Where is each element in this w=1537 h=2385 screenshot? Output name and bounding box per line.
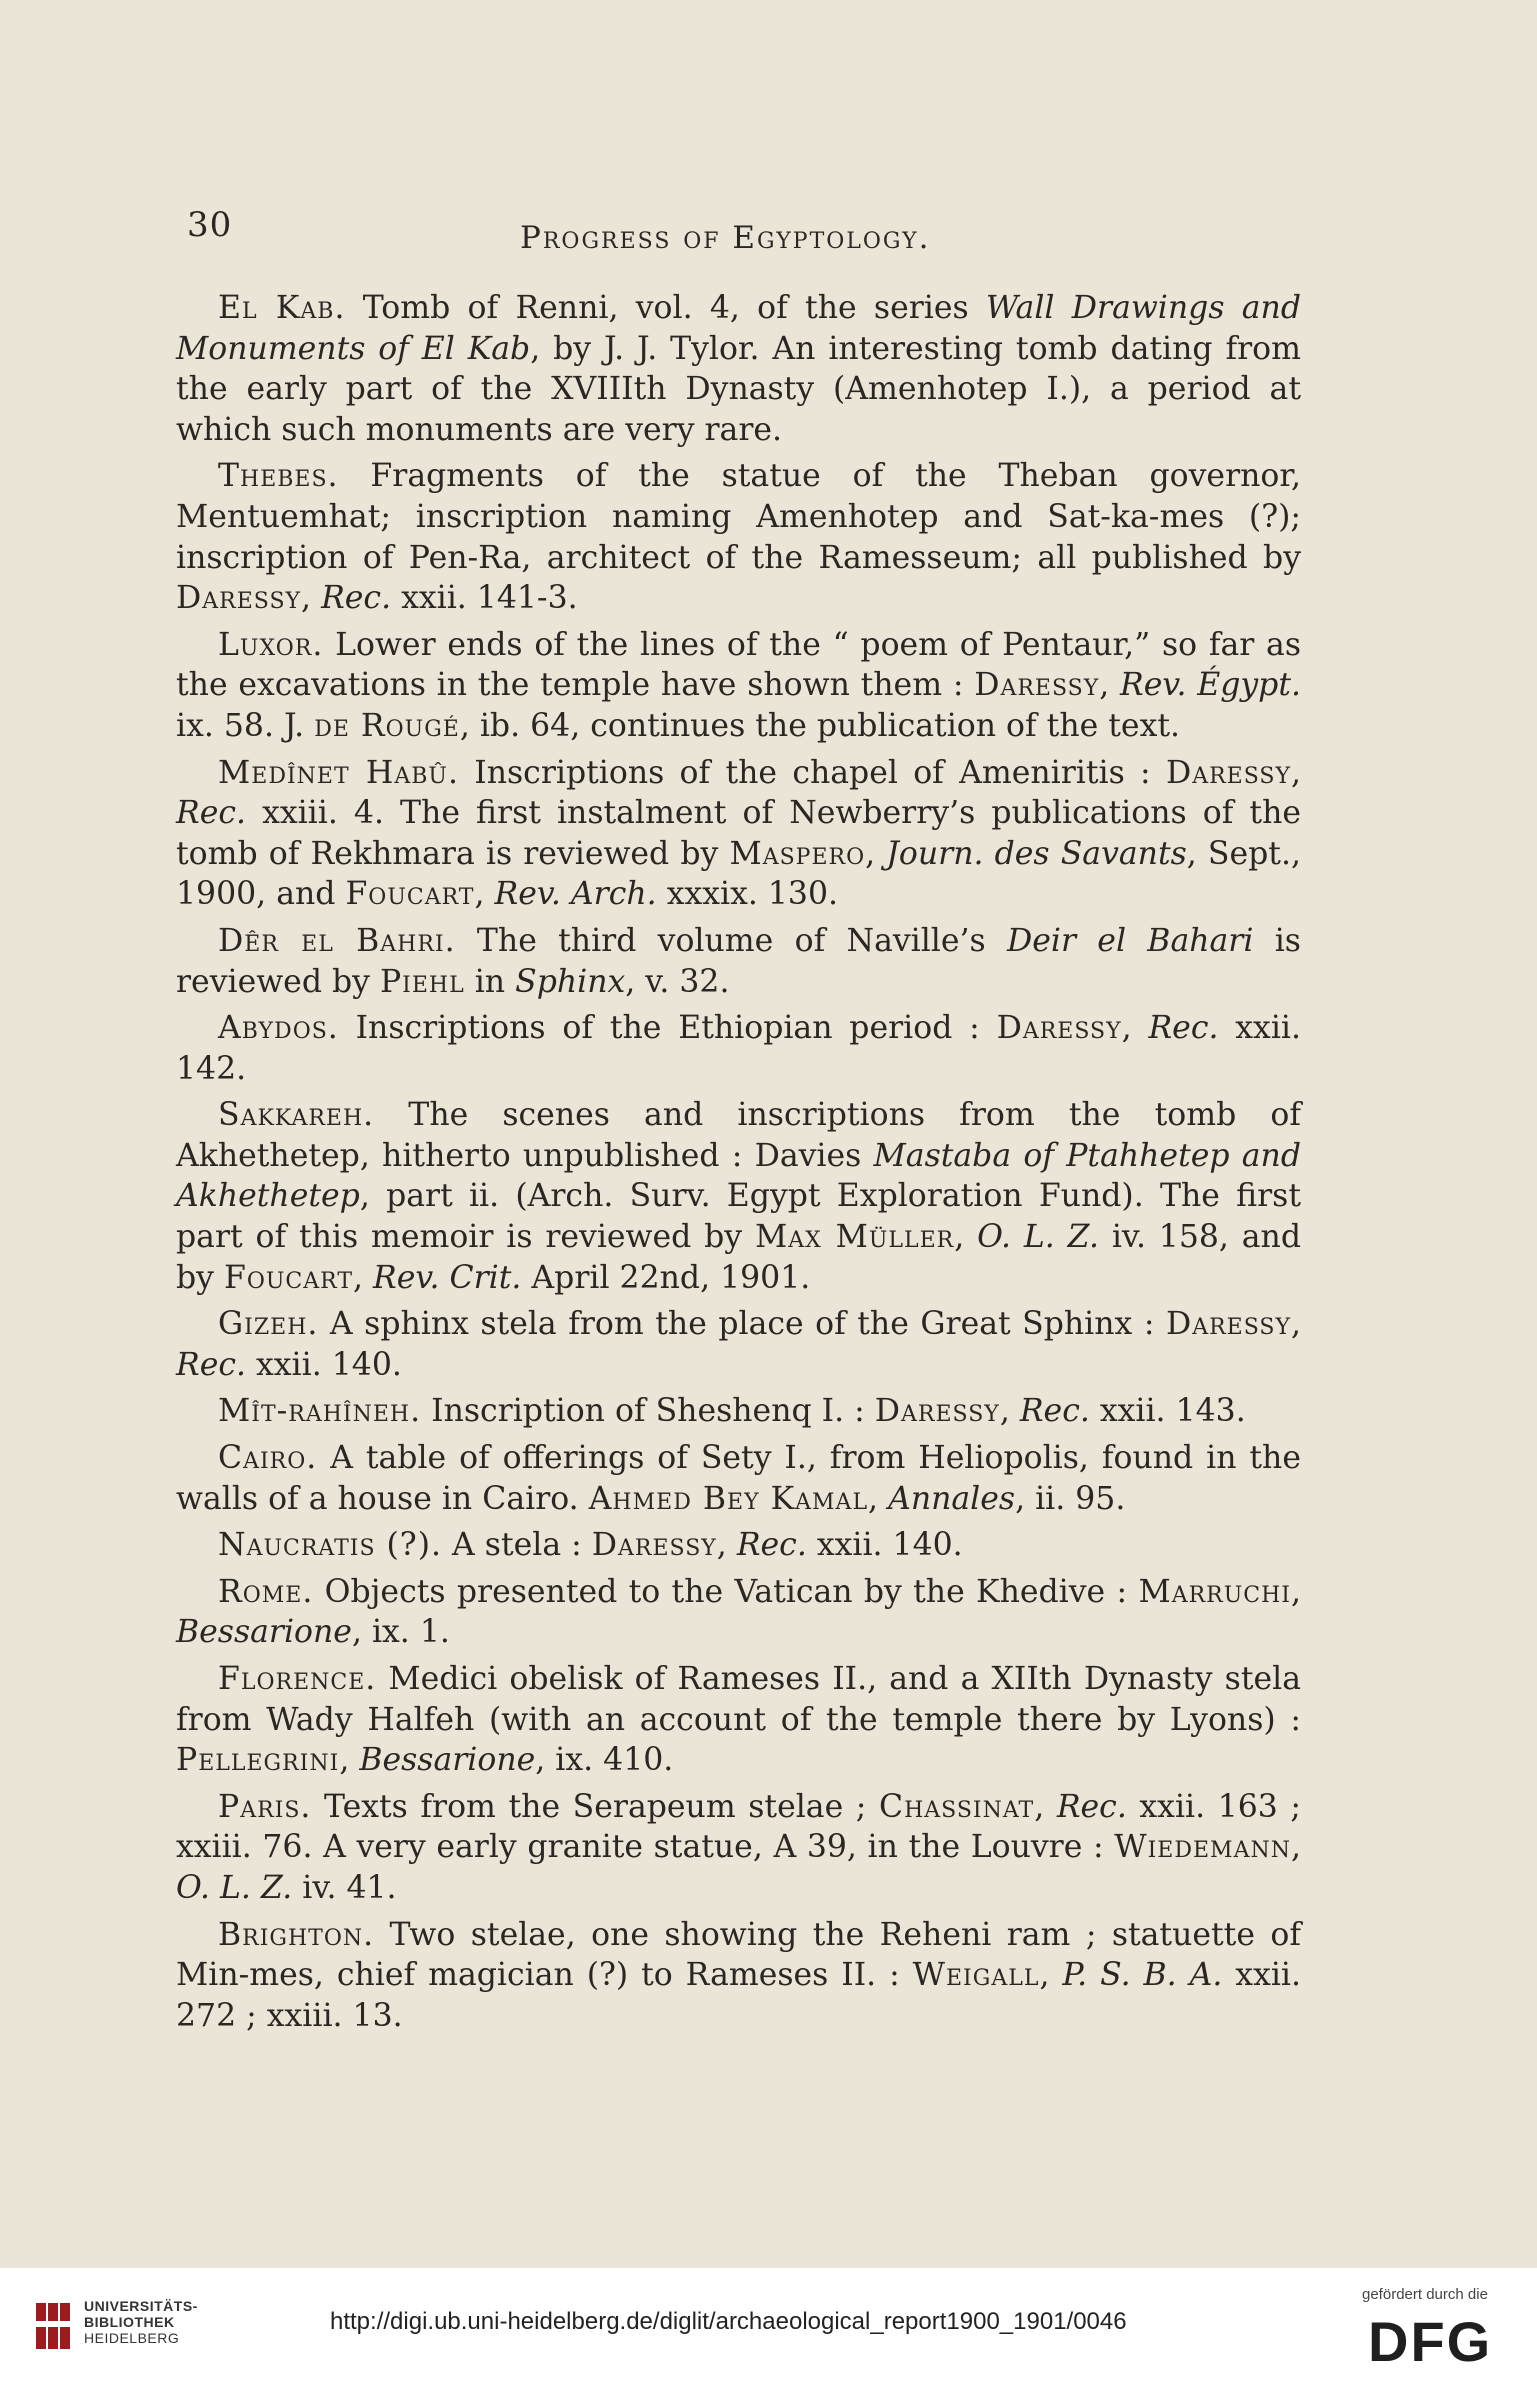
- entry-text: xxii. 140.: [246, 1346, 402, 1383]
- author-name: Daressy: [974, 667, 1100, 704]
- entry-text: , Sept., 1900, and: [176, 835, 1301, 913]
- entry-text: Texts from the Serapeum stelae ;: [311, 1788, 879, 1825]
- entry-text: xxxix. 130.: [656, 876, 838, 913]
- place-heading: Rome.: [218, 1573, 314, 1610]
- entry-text: ,: [999, 1393, 1020, 1430]
- entry-text: ,: [1290, 1306, 1301, 1343]
- entry-text: Lower ends of the lines of the “ poem of Pentaur,” so far as the excavations in the temple have shown them :: [176, 626, 1301, 704]
- author-name: Daressy: [1165, 1306, 1291, 1343]
- entry-text: xxii. 141-3.: [391, 580, 578, 617]
- entry-text: Objects presented to the Vatican by the Khedive :: [313, 1573, 1139, 1610]
- entry-text: Inscriptions of the chapel of Ameniritis :: [459, 754, 1166, 791]
- author-name: Weigall: [912, 1957, 1040, 1994]
- entry-text: ,: [353, 1259, 374, 1296]
- entry-paragraph: [176, 1659, 1301, 1781]
- library-line-2: BIBLIOTHEK: [84, 2314, 175, 2330]
- entry-text: ,: [865, 835, 887, 872]
- place-heading: Thebes.: [218, 458, 339, 495]
- entry-text: ,: [301, 580, 322, 617]
- author-name: Pellegrini: [176, 1742, 340, 1779]
- place-heading: Abydos.: [218, 1010, 339, 1047]
- publication-title: Deir el Bahari: [1006, 922, 1254, 959]
- dfg-logo: DFG: [1368, 2310, 1493, 2373]
- entry-text: ,: [1034, 1788, 1057, 1825]
- author-name: Daressy: [176, 580, 302, 617]
- source-url-link[interactable]: http://digi.ub.uni-heidelberg.de/diglit/archaeological_report1900_1901/0046: [330, 2308, 1127, 2335]
- entry-text: Fragments of the statue of the Theban governor, Mentuemhat; inscription naming Amenhotep and Sat-ka-mes (?); inscription of Pen-Ra, architect of the Ramesseum; all published by: [176, 458, 1301, 576]
- publication-title: O. L. Z.: [977, 1219, 1099, 1256]
- funder-caption: gefördert durch die: [1362, 2286, 1488, 2303]
- publication-title: Wall Drawings and Monuments of El Kab: [176, 290, 1301, 367]
- entry-paragraph: [176, 1525, 1301, 1566]
- entry-text: xxii. 142.: [176, 1010, 1301, 1087]
- place-heading: Sakkareh.: [218, 1097, 375, 1134]
- author-name: Chassinat: [879, 1788, 1035, 1825]
- place-heading: Brighton.: [218, 1916, 375, 1953]
- author-name: Daressy: [1165, 754, 1291, 791]
- entry-paragraph: [176, 1304, 1301, 1385]
- author-name: Piehl: [379, 963, 465, 1000]
- place-heading: Dêr el Bahri.: [218, 922, 456, 959]
- entry-text: , ib. 64, continues the publication of the text.: [459, 707, 1181, 744]
- entry-text: ,: [1290, 1829, 1301, 1866]
- entry-paragraph: [176, 1572, 1301, 1653]
- author-name: Ahmed Bey Kamal: [588, 1480, 869, 1517]
- entry-text: , ix. 1.: [351, 1614, 450, 1651]
- library-line-3: HEIDELBERG: [84, 2330, 180, 2346]
- author-name: Daressy: [591, 1527, 717, 1564]
- entry-text: xxii. 272 ; xxiii. 13.: [176, 1957, 1301, 2034]
- entry-text: ,: [474, 876, 495, 913]
- publication-title: Rec.: [1148, 1010, 1219, 1047]
- entry-text: , by J. J. Tylor. An interesting tomb dating from the early part of the XVIIIth Dynasty (Amenhotep I.), a period at which such monuments are very rare.: [176, 330, 1301, 448]
- publication-title: Journ. des Savants: [886, 835, 1187, 872]
- entries-list: [176, 288, 1301, 2042]
- entry-text: iv. 41.: [292, 1869, 397, 1906]
- publication-title: Rev. Égypt.: [1120, 667, 1302, 704]
- entry-text: ix. 58. J.: [176, 707, 315, 744]
- author-name: Maspero: [729, 835, 866, 872]
- entry-text: , ix. 410.: [535, 1742, 674, 1779]
- entry-paragraph: [176, 1438, 1301, 1519]
- entry-text: ,: [1121, 1010, 1149, 1047]
- author-name: de Rougé: [314, 707, 460, 744]
- entry-text: iv. 158, and by: [176, 1219, 1302, 1296]
- publication-title: P. S. B. A.: [1062, 1957, 1223, 1994]
- entry-paragraph: [176, 1787, 1301, 1909]
- publication-title: Rec.: [176, 1346, 247, 1383]
- entry-text: A table of offerings of Sety I., from Heliopolis, found in the walls of a house in Cairo.: [176, 1440, 1301, 1517]
- entry-text: A sphinx stela from the place of the Great Sphinx :: [318, 1306, 1166, 1343]
- publication-title: O. L. Z.: [176, 1869, 293, 1906]
- entry-text: xxii. 140.: [806, 1527, 963, 1564]
- university-library-logo-icon: [34, 2301, 72, 2351]
- publication-title: Rec.: [176, 795, 247, 832]
- publication-title: Rev. Arch.: [494, 876, 657, 913]
- publication-title: Rev. Crit.: [373, 1259, 522, 1296]
- entry-text: ,: [1099, 667, 1121, 704]
- publication-title: Annales: [888, 1480, 1016, 1517]
- place-heading: Naucratis (?).: [218, 1527, 443, 1564]
- author-name: Foucart: [223, 1259, 353, 1296]
- publication-title: Bessarione: [359, 1742, 536, 1779]
- entry-paragraph: [176, 921, 1301, 1002]
- entry-text: ,: [954, 1219, 978, 1256]
- entry-text: The scenes and inscriptions from the tomb of Akhethetep, hitherto unpublished : Davies: [176, 1097, 1301, 1174]
- entry-text: ,: [1039, 1957, 1063, 1994]
- entry-paragraph: [176, 1915, 1301, 2037]
- entry-paragraph: [176, 1095, 1301, 1298]
- place-heading: Paris.: [218, 1788, 312, 1825]
- place-heading: Medînet Habû.: [218, 754, 459, 791]
- entry-text: xxiii. 4. The first instalment of Newberry’s publications of the tomb of Rekhmara is reviewed by: [176, 795, 1301, 872]
- entry-paragraph: [176, 1008, 1301, 1089]
- entry-text: Medici obelisk of Rameses II., and a XIIth Dynasty stela from Wady Halfeh (with an account of the temple there by Lyons) :: [176, 1661, 1301, 1738]
- entry-text: The third volume of Naville’s: [455, 922, 1007, 959]
- entry-paragraph: [176, 1391, 1301, 1432]
- author-name: Daressy: [996, 1010, 1122, 1047]
- entry-paragraph: [176, 625, 1301, 747]
- entry-paragraph: [176, 753, 1301, 915]
- entry-text: , v. 32.: [625, 963, 730, 1000]
- running-title: Progress of Egyptology.: [520, 220, 931, 256]
- publication-title: Bessarione: [176, 1614, 352, 1651]
- entry-text: , part ii. (Arch. Surv. Egypt Exploration Fund). The first part of this memoir is reviewed by: [176, 1178, 1301, 1256]
- place-heading: Cairo.: [218, 1440, 318, 1477]
- entry-text: ,: [716, 1527, 737, 1564]
- library-line-1: UNIVERSITÄTS-: [84, 2298, 198, 2314]
- entry-paragraph: [176, 456, 1301, 618]
- publication-title: Rec.: [1019, 1393, 1090, 1430]
- entry-text: Tomb of Renni, vol. 4, of the series: [345, 290, 986, 326]
- page-number: 30: [187, 205, 233, 245]
- entry-text: xxii. 163 ; xxiii. 76. A very early granite statue, A 39, in the Louvre :: [176, 1788, 1302, 1866]
- author-name: Daressy: [874, 1393, 1000, 1430]
- entry-text: ,: [1290, 1573, 1301, 1610]
- entry-text: April 22nd, 1901.: [521, 1259, 811, 1296]
- entry-paragraph: [176, 288, 1301, 450]
- author-name: Wiedemann: [1114, 1829, 1291, 1866]
- place-heading: Florence.: [218, 1661, 377, 1697]
- university-library-name: [84, 2298, 198, 2346]
- publication-title: Mastaba of Ptahhetep and Akhethetep: [176, 1137, 1301, 1215]
- entry-text: ,: [1291, 754, 1302, 791]
- author-name: Foucart: [345, 876, 475, 913]
- entry-text: in: [464, 963, 516, 1000]
- author-name: Max Müller: [754, 1219, 955, 1256]
- publication-title: Rec.: [1056, 1788, 1127, 1825]
- publication-title: Sphinx: [515, 963, 626, 1000]
- entry-text: Inscriptions of the Ethiopian period :: [338, 1010, 997, 1047]
- entry-text: ,: [868, 1480, 889, 1517]
- entry-text: Inscription of Sheshenq I. :: [421, 1393, 875, 1430]
- place-heading: El Kab.: [218, 290, 346, 326]
- footer-bar: [0, 2268, 1537, 2385]
- entry-text: , ii. 95.: [1015, 1480, 1126, 1517]
- entry-text: A stela :: [442, 1527, 592, 1564]
- entry-text: is reviewed by: [176, 922, 1301, 1000]
- entry-text: Two stelae, one showing the Reheni ram ; statuette of Min-mes, chief magician (?) to Rameses II. :: [176, 1916, 1301, 1994]
- entry-text: ,: [339, 1742, 360, 1779]
- publication-title: Rec.: [321, 580, 392, 617]
- entry-text: xxii. 143.: [1089, 1393, 1246, 1430]
- place-heading: Luxor.: [218, 626, 324, 663]
- place-heading: Mît-rahîneh.: [218, 1393, 422, 1430]
- place-heading: Gizeh.: [218, 1306, 319, 1343]
- author-name: Marruchi: [1138, 1573, 1291, 1610]
- publication-title: Rec.: [736, 1527, 807, 1564]
